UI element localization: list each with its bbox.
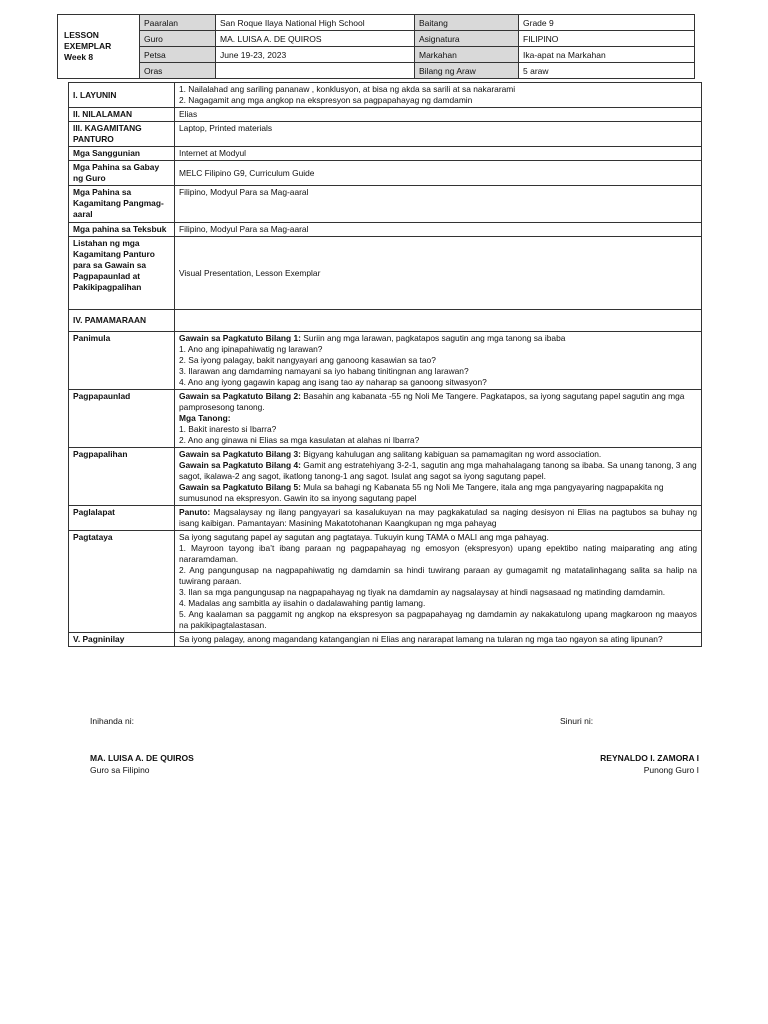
preparer-title: Guro sa Filipino: [90, 765, 150, 775]
row-value: [175, 310, 702, 332]
header-value: FILIPINO: [519, 31, 695, 47]
row-value: Sa iyong sagutang papel ay sagutan ang pagtataya. Tukuyin kung TAMA o MALI ang mga pahayag. 1. Mayroon tayong iba’t ibang paraan ng pagpapahayag ng emosyon (ekspresyon) upang epektibo nating maiparating ang ating nararamdaman. 2. Ang pangungusap na nagpapahiwatig ng damdamin sa hindi tuwirang paraan ay gumagamit ng matatalinhagang salita sa halip na tuwirang paraan. 3. Ilan sa mga pangungusap na nagpapahayag ng tiyak na damdamin ay nagsalaysay at hindi nagsasaad ng matinding damdamin. 4. Madalas ang sambitla ay iisahin o dadalawahing pantig lamang. 5. Ang kaalaman sa paggamit ng angkop na ekspresyon sa pagpapahayag ng damdamin ay nakakatulong upang magkaroon ng maayos na pakikipagtalastasan.: [175, 531, 702, 633]
row-label: I. LAYUNIN: [69, 83, 175, 108]
row-label: Pagpapaunlad: [69, 390, 175, 448]
row-kagamitang-mag-aaral: [69, 186, 702, 223]
row-value: Laptop, Printed materials: [175, 122, 702, 147]
row-label: Mga Sanggunian: [69, 147, 175, 161]
header-value: MA. LUISA A. DE QUIROS: [216, 31, 415, 47]
row-pamamaraan: [69, 310, 702, 332]
header-label: Asignatura: [415, 31, 519, 47]
row-label: V. Pagninilay: [69, 633, 175, 647]
preparer-name: MA. LUISA A. DE QUIROS: [90, 753, 194, 763]
row-paglalapat: [69, 506, 702, 531]
row-value: Sa iyong palagay, anong magandang katangangian ni Elias ang nararapat lamang na tularan ng mga tao ngayon sa ating lipunan?: [175, 633, 702, 647]
row-pagtataya: [69, 531, 702, 633]
row-value: Gawain sa Pagkatuto Bilang 1: Suriin ang mga larawan, pagkatapos sagutin ang mga tanong sa ibaba 1. Ano ang ipinapahiwatig ng larawan? 2. Sa iyong palagay, bakit nangyayari ang ganoong kasawian sa tao? 3. Ilarawan ang damdaming namayani sa iyo habang tinitingnan ang larawan? 4. Ano ang iyong gagawin kapag ang isang tao ay naharap sa ganoong sitwasyon?: [175, 332, 702, 390]
row-listahan: [69, 237, 702, 310]
row-value: Internet at Modyul: [175, 147, 702, 161]
row-label: Listahan ng mga Kagamitang Panturo para sa Gawain sa Pagpapaunlad at Pakikipagpalihan: [69, 237, 175, 310]
row-value: Filipino, Modyul Para sa Mag-aaral: [175, 223, 702, 237]
header-value: Ika-apat na Markahan: [519, 47, 695, 63]
row-label: Mga Pahina sa Kagamitang Pangmag-aaral: [69, 186, 175, 223]
row-teksbuk: [69, 223, 702, 237]
checked-by-label: Sinuri ni:: [560, 716, 594, 726]
row-value: MELC Filipino G9, Curriculum Guide: [175, 161, 702, 186]
row-value: Filipino, Modyul Para sa Mag-aaral: [175, 186, 702, 223]
prepared-by-label: Inihanda ni:: [90, 716, 134, 726]
checker-name: REYNALDO I. ZAMORA I: [600, 753, 699, 763]
header-value: June 19-23, 2023: [216, 47, 415, 63]
row-value: Elias: [175, 108, 702, 122]
header-label: Bilang ng Araw: [415, 63, 519, 79]
row-value: Visual Presentation, Lesson Exemplar: [175, 237, 702, 310]
row-panimula: [69, 332, 702, 390]
lesson-title: LESSON EXEMPLAR Week 8: [58, 15, 140, 79]
row-label: II. NILALAMAN: [69, 108, 175, 122]
row-label: Mga pahina sa Teksbuk: [69, 223, 175, 237]
row-value: Panuto: Magsalaysay ng ilang pangyayari sa kasalukuyan na may pagkakatulad sa naging desisyon ni Elias na pagtubos sa buhay ng isang kaibigan. Pamantayan: Masining Makatotohanan Kaangkupan ng mga pahayag: [175, 506, 702, 531]
row-label: Pagpapalihan: [69, 448, 175, 506]
row-label: Paglalapat: [69, 506, 175, 531]
row-value: Gawain sa Pagkatuto Bilang 2: Basahin ang kabanata -55 ng Noli Me Tangere. Pagkatapos, sa iyong sagutang papel sagutin ang mga pamprosesong tanong. Mga Tanong: 1. Bakit inaresto si Ibarra? 2. Ano ang ginawa ni Elias sa mga kasulatan at alahas ni Ibarra?: [175, 390, 702, 448]
header-label: Guro: [140, 31, 216, 47]
row-label: III. KAGAMITANG PANTURO: [69, 122, 175, 147]
header-label: Paaralan: [140, 15, 216, 31]
row-value: 1. Nailalahad ang sariling pananaw , konklusyon, at bisa ng akda sa sarili at sa nakararami 2. Nagagamit ang mga angkop na ekspresyon sa pagpapahayag ng damdamin: [175, 83, 702, 108]
row-pagpapalihan: [69, 448, 702, 506]
row-nilalaman: [69, 108, 702, 122]
header-value: Grade 9: [519, 15, 695, 31]
header-value: 5 araw: [519, 63, 695, 79]
header-label: Markahan: [415, 47, 519, 63]
row-label: Pagtataya: [69, 531, 175, 633]
lesson-plan-table: [68, 82, 702, 647]
row-kagamitang-panturo: [69, 122, 702, 147]
row-value: Gawain sa Pagkatuto Bilang 3: Bigyang kahulugan ang salitang kabiguan sa pamamagitan ng word association. Gawain sa Pagkatuto Bilang 4: Gamit ang estratehiyang 3-2-1, sagutin ang mga mahahalagang tanong sa ibaba. Sa unang tanong, 3 ang sagot, ikalawa-2 ang sagot, ikatlong tanong-1 ang sagot. Isulat ang sagot sa iyong sagutang papel. Gawain sa Pagkatuto Bilang 5: Mula sa bahagi ng Kabanata 55 ng Noli Me Tangere, itala ang mga pangyayaring nagpapakita ng sumusunod na ekspresyon. Gawin ito sa inyong sagutang papel: [175, 448, 702, 506]
row-pagninilay: [69, 633, 702, 647]
header-table: [57, 14, 695, 79]
row-layunin: [69, 83, 702, 108]
row-gabay-guro: [69, 161, 702, 186]
header-value: [216, 63, 415, 79]
header-label: Oras: [140, 63, 216, 79]
row-label: Mga Pahina sa Gabay ng Guro: [69, 161, 175, 186]
header-label: Petsa: [140, 47, 216, 63]
header-value: San Roque Ilaya National High School: [216, 15, 415, 31]
row-sanggunian: [69, 147, 702, 161]
header-label: Baitang: [415, 15, 519, 31]
row-label: Panimula: [69, 332, 175, 390]
row-pagpapaunlad: [69, 390, 702, 448]
row-label: IV. PAMAMARAAN: [69, 310, 175, 332]
checker-title: Punong Guro I: [643, 765, 699, 775]
